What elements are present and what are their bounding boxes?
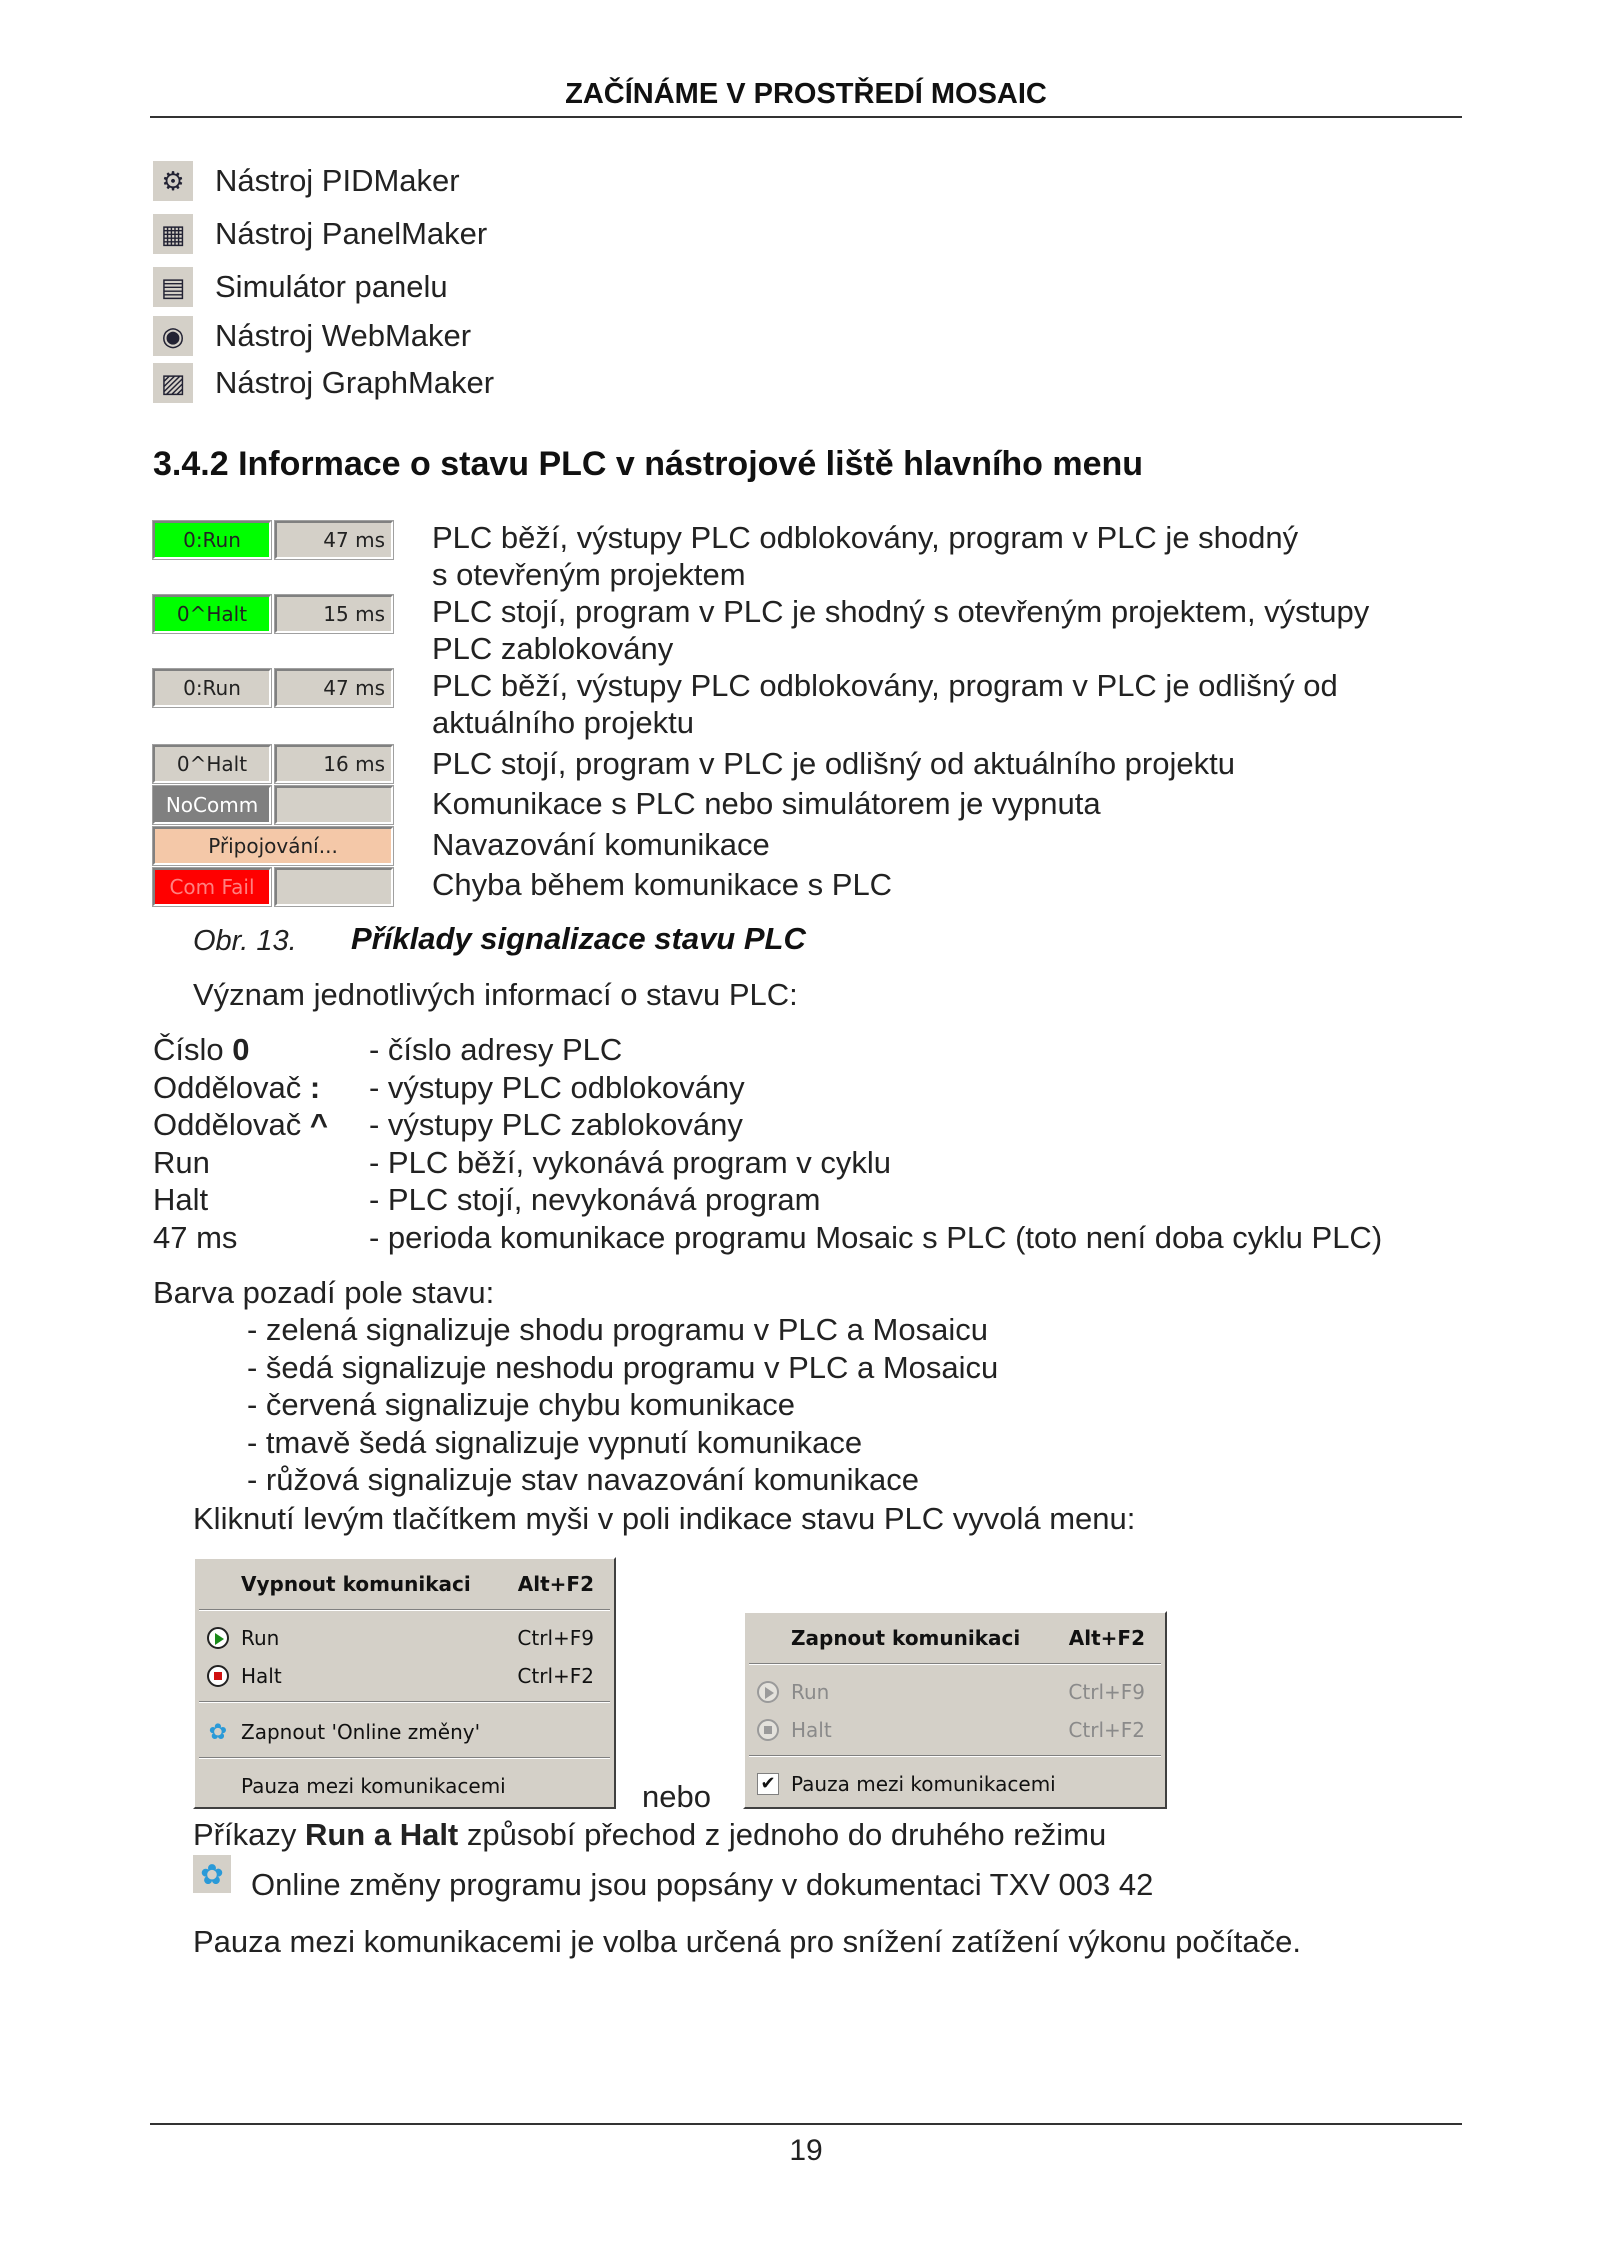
menu-item-run-disabled xyxy=(745,1675,1165,1709)
graphmaker-icon: ▨ xyxy=(153,363,193,403)
figure-caption: Příklady signalizace stavu PLC xyxy=(351,921,806,956)
status-description-line: Komunikace s PLC nebo simulátorem je vypnuta xyxy=(432,786,1101,821)
online-changes-icon: ✿ xyxy=(193,1855,231,1893)
plc-status-field[interactable]: NoComm xyxy=(153,786,271,824)
menu-item-pause-checked[interactable] xyxy=(745,1767,1165,1801)
menu-item-label: Halt xyxy=(241,1664,282,1688)
page-header-title: ZAČÍNÁME V PROSTŘEDÍ MOSAIC xyxy=(565,78,1047,110)
status-description-line: PLC stojí, program v PLC je odlišný od aktuálního projektu xyxy=(432,746,1235,781)
legend-key-text: Číslo xyxy=(153,1032,233,1067)
legend-value: - výstupy PLC zablokovány xyxy=(369,1107,743,1142)
legend-intro: Význam jednotlivých informací o stavu PLC: xyxy=(193,977,798,1012)
status-description-line: aktuálního projektu xyxy=(432,705,694,740)
section-title: 3.4.2 Informace o stavu PLC v nástrojové liště hlavního menu xyxy=(153,445,1144,483)
comm-period-field: 15 ms xyxy=(275,595,393,633)
halt-icon xyxy=(207,1665,229,1687)
legend-key xyxy=(153,1181,208,1218)
status-description-line: PLC stojí, program v PLC je shodný s otevřeným projektem, výstupy xyxy=(432,594,1370,629)
status-description-line: Chyba během komunikace s PLC xyxy=(432,867,893,902)
menu-item-shortcut: Ctrl+F9 xyxy=(517,1626,594,1650)
legend-value: - PLC stojí, nevykonává program xyxy=(369,1182,821,1217)
tool-item xyxy=(153,161,460,201)
menu-item-pause[interactable] xyxy=(195,1769,614,1803)
pidmaker-icon: ⚙ xyxy=(153,161,193,201)
color-meaning-item: - růžová signalizuje stav navazování komunikace xyxy=(247,1462,920,1497)
legend-key-text: 47 ms xyxy=(153,1219,238,1255)
checkmark-icon: ✔ xyxy=(757,1773,779,1795)
legend-key xyxy=(153,1219,237,1256)
comm-context-menu-disconnected xyxy=(743,1611,1167,1809)
comm-period-field xyxy=(275,786,393,824)
legend-key-symbol: : xyxy=(309,1069,321,1105)
status-description xyxy=(432,745,1235,782)
status-description-line: PLC běží, výstupy PLC odblokovány, program v PLC je odlišný od xyxy=(432,668,1338,703)
plc-status-field[interactable]: 0:Run xyxy=(153,521,271,559)
legend-key-text: Run xyxy=(153,1144,210,1180)
menu-item-shortcut: Ctrl+F2 xyxy=(1068,1718,1145,1742)
comm-period-field: 47 ms xyxy=(275,521,393,559)
legend-key xyxy=(153,1069,320,1106)
plc-status-example xyxy=(153,521,393,559)
tool-item xyxy=(153,316,471,356)
plc-status-example xyxy=(153,745,393,783)
status-description xyxy=(432,593,1369,667)
or-label: nebo xyxy=(642,1779,711,1814)
online-changes-icon: ✿ xyxy=(208,1719,228,1745)
legend-key-text: Halt xyxy=(153,1182,209,1217)
menu-item-connect[interactable] xyxy=(745,1621,1165,1655)
legend-key-symbol: ^ xyxy=(309,1107,328,1142)
color-meaning-item: - zelená signalizuje shodu programu v PLC a Mosaicu xyxy=(247,1312,988,1347)
panelmaker-icon: ▦ xyxy=(153,214,193,254)
status-description xyxy=(432,785,1101,822)
menu-item-halt-disabled xyxy=(745,1713,1165,1747)
run-icon xyxy=(207,1627,229,1649)
commands-note xyxy=(193,1816,1106,1854)
plc-status-example xyxy=(153,868,393,906)
comm-context-menu-connected xyxy=(193,1557,616,1809)
menu-item-label: Zapnout komunikaci xyxy=(791,1626,1021,1650)
menu-item-shortcut: Alt+F2 xyxy=(517,1572,594,1596)
menu-item-label: Vypnout komunikaci xyxy=(241,1572,471,1596)
colors-intro: Barva pozadí pole stavu: xyxy=(153,1275,495,1310)
panel-simulator-icon: ▤ xyxy=(153,267,193,307)
legend-key xyxy=(153,1031,250,1068)
page-number: 19 xyxy=(789,2134,823,2167)
color-meaning-item: - tmavě šedá signalizuje vypnutí komunikace xyxy=(247,1424,863,1460)
tool-label: Nástroj PIDMaker xyxy=(215,163,460,198)
status-description xyxy=(432,826,770,863)
header-rule xyxy=(150,116,1462,118)
halt-icon xyxy=(757,1719,779,1741)
menu-separator xyxy=(199,1609,610,1611)
plc-status-field[interactable]: 0^Halt xyxy=(153,745,271,783)
menu-separator xyxy=(199,1757,610,1759)
run-icon xyxy=(757,1681,779,1703)
plc-status-field[interactable]: 0:Run xyxy=(153,669,271,707)
comm-period-field: 47 ms xyxy=(275,669,393,707)
menu-item-disconnect[interactable] xyxy=(195,1567,614,1601)
menu-separator xyxy=(749,1663,1161,1665)
menu-item-label: Run xyxy=(791,1680,830,1704)
menu-item-run[interactable] xyxy=(195,1621,614,1655)
legend-value: - výstupy PLC odblokovány xyxy=(369,1069,745,1105)
menu-item-halt[interactable] xyxy=(195,1659,614,1693)
legend-value: - PLC běží, vykonává program v cyklu xyxy=(369,1144,892,1180)
menu-separator xyxy=(199,1701,610,1703)
menu-item-shortcut: Alt+F2 xyxy=(1068,1626,1145,1650)
menu-item-label: Pauza mezi komunikacemi xyxy=(241,1774,506,1798)
tool-label: Nástroj GraphMaker xyxy=(215,365,495,400)
status-description xyxy=(432,667,1338,741)
menu-item-label: Zapnout 'Online změny' xyxy=(241,1720,481,1744)
plc-status-example xyxy=(153,786,393,824)
status-description-line: PLC zablokovány xyxy=(432,631,674,666)
legend-key-text: Oddělovač xyxy=(153,1069,310,1105)
plc-status-field[interactable]: Com Fail xyxy=(153,868,271,906)
comm-period-field xyxy=(275,868,393,906)
commands-prefix: Příkazy xyxy=(193,1817,305,1852)
plc-status-example xyxy=(153,595,393,633)
legend-value: - číslo adresy PLC xyxy=(369,1032,623,1067)
menu-item-shortcut: Ctrl+F2 xyxy=(517,1664,594,1688)
plc-status-example xyxy=(153,669,393,707)
color-meaning-item: - červená signalizuje chybu komunikace xyxy=(247,1387,795,1422)
legend-key-text: Oddělovač xyxy=(153,1107,310,1142)
legend-key xyxy=(153,1106,328,1143)
menu-item-label: Pauza mezi komunikacemi xyxy=(791,1772,1056,1796)
tool-item xyxy=(153,214,487,254)
status-description-line: Navazování komunikace xyxy=(432,827,770,862)
click-instruction: Kliknutí levým tlačítkem myši v poli indikace stavu PLC vyvolá menu: xyxy=(193,1501,1136,1536)
pause-note: Pauza mezi komunikacemi je volba určená pro snížení zatížení výkonu počítače. xyxy=(193,1924,1301,1959)
commands-suffix: způsobí přechod z jednoho do druhého režimu xyxy=(458,1817,1107,1852)
status-description-line: PLC běží, výstupy PLC odblokovány, program v PLC je shodný xyxy=(432,520,1299,555)
figure-number: Obr. 13. xyxy=(193,925,297,957)
legend-key xyxy=(153,1144,210,1181)
color-meaning-item: - šedá signalizuje neshodu programu v PLC a Mosaicu xyxy=(247,1349,999,1385)
tool-item xyxy=(153,267,448,307)
legend-value: - perioda komunikace programu Mosaic s PLC (toto není doba cyklu PLC) xyxy=(369,1219,1383,1255)
menu-separator xyxy=(749,1755,1161,1757)
tool-label: Simulátor panelu xyxy=(215,269,448,304)
plc-status-example xyxy=(153,827,393,865)
status-description xyxy=(432,519,1298,593)
status-description-line: s otevřeným projektem xyxy=(432,557,746,592)
tool-label: Nástroj PanelMaker xyxy=(215,216,488,251)
menu-item-label: Halt xyxy=(791,1718,832,1742)
menu-item-shortcut: Ctrl+F9 xyxy=(1068,1680,1145,1704)
legend-key-symbol: 0 xyxy=(232,1032,250,1067)
menu-item-label: Run xyxy=(241,1626,280,1650)
footer-rule xyxy=(150,2123,1462,2125)
status-description xyxy=(432,866,892,903)
commands-bold: Run a Halt xyxy=(304,1817,459,1852)
plc-status-field[interactable]: Připojování... xyxy=(153,827,393,865)
webmaker-icon: ◉ xyxy=(153,316,193,356)
online-changes-note: Online změny programu jsou popsány v dokumentaci TXV 003 42 xyxy=(251,1867,1154,1902)
plc-status-field[interactable]: 0^Halt xyxy=(153,595,271,633)
comm-period-field: 16 ms xyxy=(275,745,393,783)
menu-item-online-changes[interactable] xyxy=(195,1715,614,1749)
tool-item xyxy=(153,363,494,403)
tool-label: Nástroj WebMaker xyxy=(215,318,472,353)
